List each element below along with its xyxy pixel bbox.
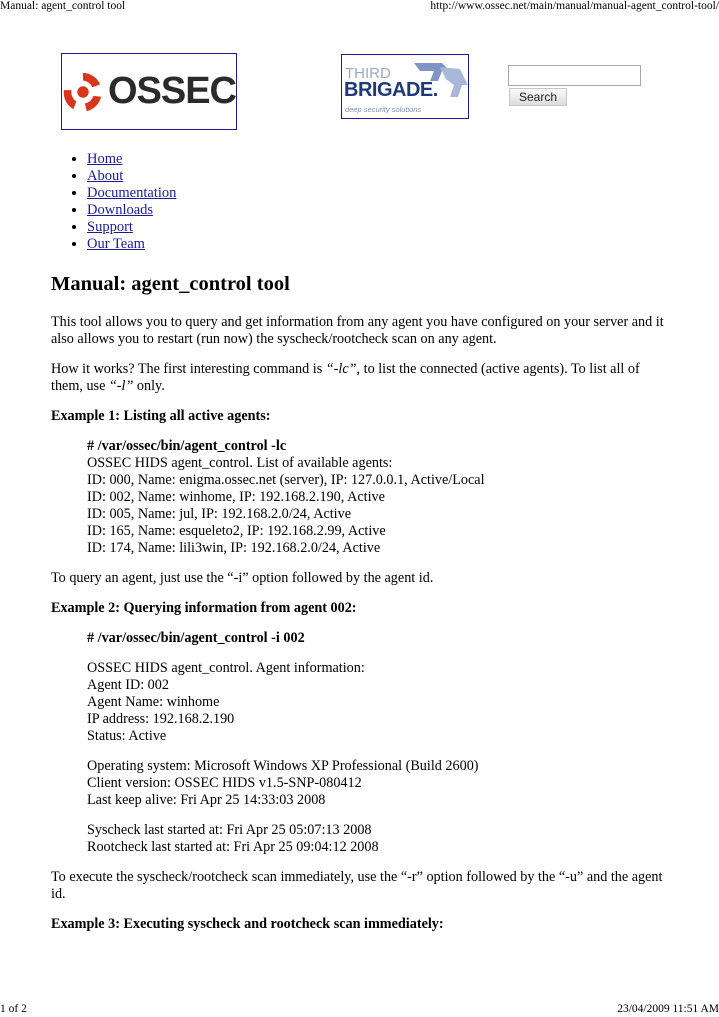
- how-text-pre: How it works? The first interesting command is: [51, 361, 326, 377]
- how-option-l: “-l”: [108, 378, 134, 394]
- example2-output-line: Rootcheck last started at: Fri Apr 25 09:04:12 2008: [87, 839, 379, 855]
- example2-output-line: Agent Name: winhome: [87, 694, 220, 710]
- example2-output-line: OSSEC HIDS agent_control. Agent information:: [87, 660, 365, 676]
- example3-heading: Example 3: Executing syscheck and rootcheck scan immediately:: [51, 916, 444, 932]
- ossec-logo[interactable]: [61, 53, 237, 130]
- nav-item-downloads: [87, 202, 176, 219]
- example2-output-line: Agent ID: 002: [87, 677, 169, 693]
- ossec-logo-text: OSSEC: [107, 70, 236, 112]
- search-button[interactable]: Search: [509, 88, 567, 106]
- nav-link-home[interactable]: Home: [87, 151, 123, 167]
- nav-link-support[interactable]: Support: [87, 219, 133, 235]
- print-header-title: Manual: agent_control tool: [0, 0, 126, 12]
- example1-output-line: ID: 002, Name: winhome, IP: 192.168.2.190, Active: [87, 489, 385, 505]
- example2-output-line: Status: Active: [87, 728, 167, 744]
- query-paragraph: To query an agent, just use the “-i” option followed by the agent id.: [51, 570, 434, 586]
- spacer: [87, 647, 671, 660]
- nav-link-downloads[interactable]: Downloads: [87, 202, 154, 218]
- main-nav: [68, 151, 176, 253]
- nav-link-our-team[interactable]: Our Team: [87, 236, 145, 252]
- article: [51, 272, 671, 946]
- example2-code-block: [87, 630, 671, 856]
- how-option-lc: “-lc”: [325, 361, 357, 377]
- example1-output-line: OSSEC HIDS agent_control. List of available agents:: [87, 455, 393, 471]
- third-brigade-logo[interactable]: [341, 54, 469, 119]
- third-brigade-line2: BRIGADE.: [344, 79, 438, 101]
- example2-output-line: IP address: 192.168.2.190: [87, 711, 235, 727]
- example1-heading: Example 1: Listing all active agents:: [51, 408, 271, 424]
- example1-command: # /var/ossec/bin/agent_control -lc: [87, 438, 287, 454]
- spacer: [87, 745, 671, 758]
- example1-output-line: ID: 005, Name: jul, IP: 192.168.2.0/24, Active: [87, 506, 352, 522]
- intro-paragraph: This tool allows you to query and get information from any agent you have configured on your server and it also allows you to restart (run now) the syscheck/rootcheck scan on any agent.: [51, 314, 664, 347]
- execute-paragraph: To execute the syscheck/rootcheck scan immediately, use the “-r” option followed by the “-u” and the agent id.: [51, 869, 663, 902]
- page-title: Manual: agent_control tool: [51, 273, 290, 295]
- nav-link-documentation[interactable]: Documentation: [87, 185, 177, 201]
- example2-output-line: Syscheck last started at: Fri Apr 25 05:07:13 2008: [87, 822, 372, 838]
- nav-item-support: [87, 219, 176, 236]
- example2-output-line: Operating system: Microsoft Windows XP Professional (Build 2600): [87, 758, 479, 774]
- example2-heading: Example 2: Querying information from agent 002:: [51, 600, 357, 616]
- ossec-swirl-icon: [62, 70, 104, 114]
- how-it-works-paragraph: [51, 361, 671, 395]
- third-brigade-tagline: deep security solutions: [345, 105, 422, 114]
- example2-output-line: Last keep alive: Fri Apr 25 14:33:03 2008: [87, 792, 326, 808]
- example1-output-line: ID: 174, Name: lili3win, IP: 192.168.2.0/24, Active: [87, 540, 381, 556]
- print-header-url: http://www.ossec.net/main/manual/manual-agent_control-tool/: [430, 0, 719, 12]
- nav-item-documentation: [87, 185, 176, 202]
- example1-code-block: [87, 438, 671, 557]
- nav-item-about: [87, 168, 176, 185]
- nav-link-about[interactable]: About: [87, 168, 124, 184]
- nav-item-home: [87, 151, 176, 168]
- example2-command: # /var/ossec/bin/agent_control -i 002: [87, 630, 305, 646]
- nav-item-our-team: [87, 236, 176, 253]
- search-input[interactable]: [508, 65, 641, 86]
- example1-output-line: ID: 165, Name: esqueleto2, IP: 192.168.2.99, Active: [87, 523, 386, 539]
- how-text-post: only.: [133, 378, 165, 394]
- spacer: [87, 809, 671, 822]
- print-footer-datetime: 23/04/2009 11:51 AM: [617, 1003, 719, 1015]
- example2-output-line: Client version: OSSEC HIDS v1.5-SNP-080412: [87, 775, 362, 791]
- example1-output-line: ID: 000, Name: enigma.ossec.net (server), IP: 127.0.0.1, Active/Local: [87, 472, 485, 488]
- how-text-mid: , to list the connected (active agents). To list all of them, use: [51, 361, 640, 394]
- print-footer-page: 1 of 2: [0, 1003, 27, 1015]
- third-brigade-line1: THIRD: [345, 65, 391, 82]
